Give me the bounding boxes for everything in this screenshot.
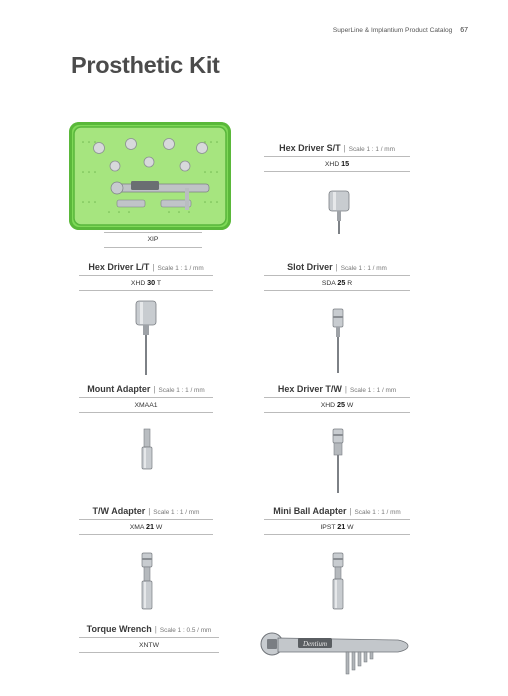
product-code: XHD 15 <box>264 156 410 172</box>
prosthetic-kit-tray-image <box>69 122 231 230</box>
separator: | <box>344 385 347 394</box>
product-scale: Scale 1 : 1 / mm <box>354 509 401 516</box>
product-scale: Scale 1 : 1 / mm <box>158 387 205 394</box>
wrench-brand-label: Dentium <box>302 640 328 648</box>
page-header <box>333 27 468 34</box>
separator: | <box>148 507 151 516</box>
product-code: IPST 21 W <box>264 519 410 535</box>
mini-ball-adapter-image <box>330 552 346 612</box>
separator: | <box>335 263 338 272</box>
product-code: XNTW <box>79 637 219 653</box>
product-name: Hex Driver L/T <box>88 262 150 272</box>
product-name: Mini Ball Adapter <box>273 506 347 516</box>
catalog-name: SuperLine & Implantium Product Catalog <box>332 27 453 34</box>
hex-driver-lt-image <box>134 300 158 376</box>
separator: | <box>349 507 352 516</box>
separator: | <box>153 385 156 394</box>
product-name: Torque Wrench <box>86 624 152 634</box>
product-name: Hex Driver T/W <box>277 384 342 394</box>
product-scale: Scale 1 : 1 / mm <box>340 265 387 272</box>
product-code: SDA 25 R <box>264 275 410 291</box>
product-code: XHD 25 W <box>264 397 410 413</box>
mount-adapter-image <box>139 428 155 472</box>
product-name: Slot Driver <box>287 262 333 272</box>
kit-tray-drawing <box>69 122 231 230</box>
separator: | <box>343 144 346 153</box>
hex-driver-tw-image <box>331 428 345 494</box>
product-scale: Scale 1 : 1 / mm <box>349 387 397 394</box>
page-title: Prosthetic Kit <box>71 52 220 78</box>
product-scale: Scale 1 : 0.5 / mm <box>159 627 212 634</box>
hex-driver-st-image <box>326 190 352 236</box>
product-name: Hex Driver S/T <box>279 143 341 153</box>
product-name: T/W Adapter <box>92 506 146 516</box>
product-name: Mount Adapter <box>87 384 151 394</box>
product-code: XMAA1 <box>79 397 213 413</box>
product-scale: Scale 1 : 1 / mm <box>157 265 204 272</box>
torque-wrench-image <box>258 630 414 678</box>
separator: | <box>154 625 157 634</box>
product-code: XMA 21 W <box>79 519 213 535</box>
kit-code: XIP <box>104 232 202 248</box>
product-code: XHD 30 T <box>79 275 213 291</box>
product-scale: Scale 1 : 1 / mm <box>153 509 200 516</box>
slot-driver-image <box>331 308 345 374</box>
separator: | <box>152 263 155 272</box>
product-scale: Scale 1 : 1 / mm <box>348 146 395 153</box>
tw-adapter-image <box>139 552 155 612</box>
page-number: 67 <box>460 27 468 34</box>
